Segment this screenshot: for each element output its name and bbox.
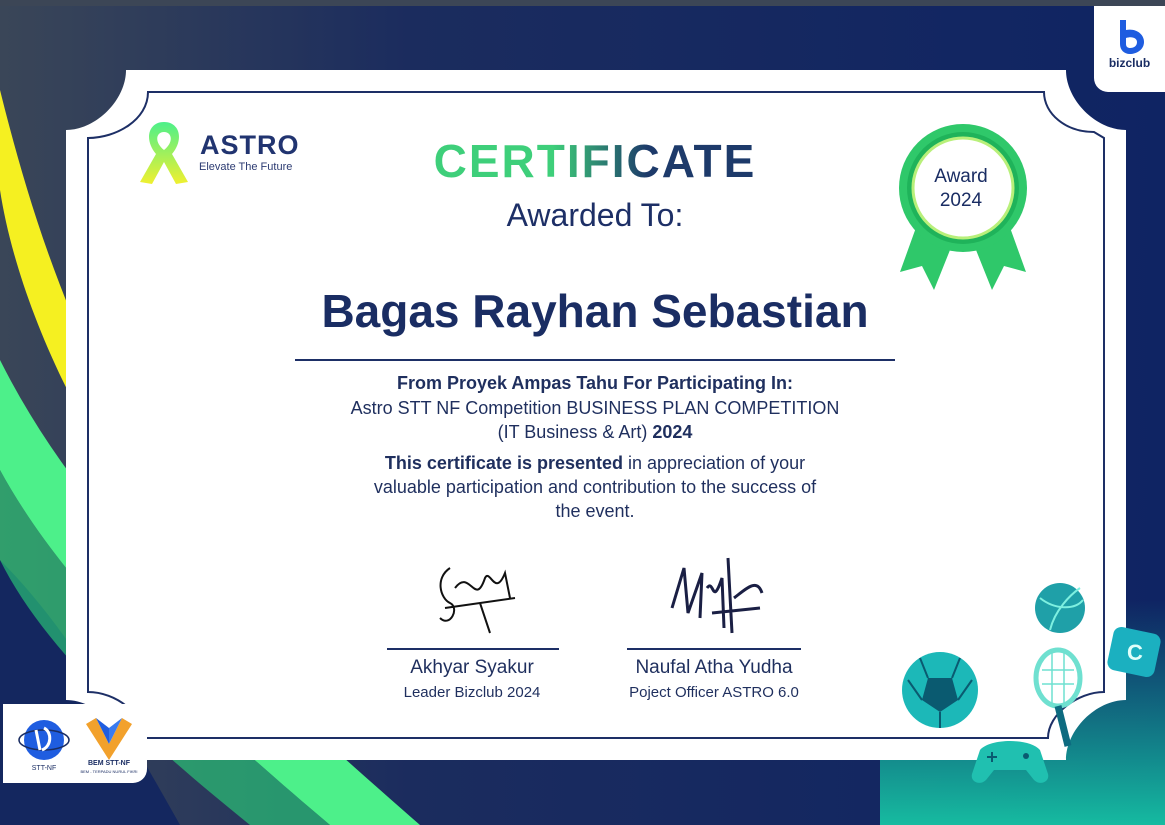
award-year: 2024 [939, 190, 983, 211]
bem-logo-icon [84, 714, 134, 760]
soccer-ball-icon [902, 652, 978, 728]
presented-rest: in appreciation of your [622, 453, 806, 473]
signatory-1-role: Leader Bizclub 2024 [403, 684, 541, 701]
astro-ribbon-icon [134, 118, 194, 190]
window-top-bar [0, 0, 1165, 6]
signatory-2-role: Poject Officer ASTRO 6.0 [629, 684, 799, 701]
signatory-2-name: Naufal Atha Yudha [635, 657, 793, 678]
presented-bold: This certificate is presented [384, 453, 623, 473]
gamepad-icon [972, 741, 1049, 783]
award-badge-text [913, 165, 1009, 213]
from-line: From Proyek Ampas Tahu For Participating In: [396, 373, 794, 393]
keyboard-key-icon [1106, 625, 1162, 678]
brand-tagline: Elevate The Future [199, 161, 293, 173]
category-prefix: (IT Business & Art) [497, 422, 653, 442]
sttnf-logo-icon [18, 716, 70, 764]
tennis-racket-icon [1036, 650, 1080, 746]
signatory-1-name: Akhyar Syakur [410, 657, 534, 678]
decorative-sport-icons [880, 560, 1165, 825]
bizclub-name: bizclub [1108, 56, 1151, 70]
event-line: Astro STT NF Competition BUSINESS PLAN COMPETITION [350, 398, 840, 418]
recipient-name: Bagas Rayhan Sebastian [321, 285, 869, 337]
signature-line-1 [387, 648, 559, 650]
signature-line-2 [627, 648, 801, 650]
brand-name: ASTRO [200, 130, 300, 160]
bem-sub-label: BEM - TERPADU NURUL FIKRI [80, 769, 138, 774]
certificate-title: CERTIFICATE [330, 134, 860, 188]
award-label: Award [934, 166, 988, 187]
sttnf-label: STT-NF [31, 765, 57, 772]
category-year: 2024 [652, 422, 693, 442]
presented-text [290, 451, 900, 523]
awarded-to-label: Awarded To: [506, 197, 684, 233]
recipient-underline [295, 359, 895, 361]
presented-line-3: the event. [555, 501, 635, 521]
volleyball-icon [1035, 583, 1085, 633]
svg-text:C: C [1127, 640, 1143, 665]
presented-line-2: valuable participation and contribution to the success of [373, 477, 817, 497]
signature-naufal [662, 548, 766, 640]
bem-label: BEM STT-NF [88, 760, 130, 767]
category-line [290, 420, 900, 444]
bizclub-b-icon [1116, 20, 1146, 54]
signature-akhyar [430, 558, 520, 638]
